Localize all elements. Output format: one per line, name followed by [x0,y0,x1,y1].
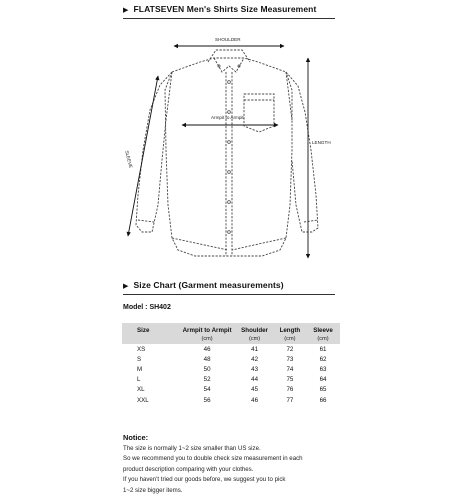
size-cell: S [137,355,142,363]
notice-line: The size is normally 1~2 size smaller than US size. [123,445,261,452]
column-header: Size [122,323,179,334]
column-header: Shoulder [235,323,273,334]
table-unit-row [122,334,340,344]
column-header: Sleeve [306,323,340,334]
armpit-cell: 52 [203,376,211,384]
table-row [122,395,340,405]
triangle-bullet-icon: ▶ [123,7,129,14]
table-row [122,375,340,385]
size-cell: XS [137,345,146,353]
length-cell: 76 [286,386,294,394]
unit-cell: (cm) [179,334,236,344]
column-header: Length [274,323,306,334]
size-chart-title-text: Size Chart (Garment measurements) [133,280,284,290]
notice-text [123,444,303,496]
column-header: Armpit to Armpit [179,323,236,334]
length-cell: 72 [286,345,294,353]
shoulder-cell: 44 [251,376,259,384]
armpit-label: Armpit to Armpit [211,115,244,120]
table-row [122,385,340,395]
unit-cell: (cm) [274,334,306,344]
table-row [122,344,340,354]
shoulder-cell: 43 [251,365,259,373]
model-number: Model : SH402 [123,304,171,311]
size-chart-underline [123,294,335,295]
length-label: LENGTH [312,140,331,145]
armpit-cell: 48 [203,355,211,363]
size-cell: M [137,365,143,373]
armpit-cell: 50 [203,365,211,373]
armpit-cell: 56 [203,396,211,404]
length-cell: 77 [286,396,294,404]
shoulder-label: SHOULDER [215,37,241,42]
sleeve-label: SLEEVE [124,150,134,169]
shirt-buttons [218,65,240,234]
size-cell: XL [137,386,145,394]
length-cell: 75 [286,376,294,384]
notice-line: product description comparing with your clothes. [123,465,254,473]
sleeve-cell: 63 [319,365,327,373]
shoulder-cell: 41 [251,345,259,353]
triangle-bullet-icon: ▶ [123,283,129,290]
unit-cell: (cm) [235,334,273,344]
shoulder-cell: 46 [251,396,259,404]
length-cell: 74 [286,365,294,373]
sleeve-cell: 65 [319,386,327,394]
unit-cell [122,334,179,344]
sleeve-cell: 66 [319,396,327,404]
sleeve-cell: 64 [319,376,327,384]
unit-cell: (cm) [306,334,340,344]
size-chart-section-title [123,280,284,290]
size-cell: L [137,376,141,384]
shirt-outline [136,50,318,256]
table-header-row [122,323,340,334]
measurement-title-text: FLATSEVEN Men's Shirts Size Measurement [133,4,317,14]
armpit-cell: 46 [203,345,211,353]
length-cell: 73 [286,355,294,363]
size-cell: XXL [137,396,149,404]
notice-line: If you haven't tried our goods before, we suggest you to pick [123,476,286,484]
notice-title: Notice: [123,433,149,442]
sleeve-arrow [128,76,158,236]
table-row [122,354,340,364]
sleeve-cell: 61 [319,345,327,353]
shoulder-cell: 45 [251,386,259,394]
shoulder-cell: 42 [251,355,259,363]
size-table [122,323,340,405]
sleeve-cell: 62 [319,355,327,363]
table-row [122,364,340,374]
armpit-cell: 54 [203,386,211,394]
notice-line: So we recommend you to double check size measurement in each [123,455,303,463]
notice-line: 1~2 size bigger items. [123,486,183,494]
